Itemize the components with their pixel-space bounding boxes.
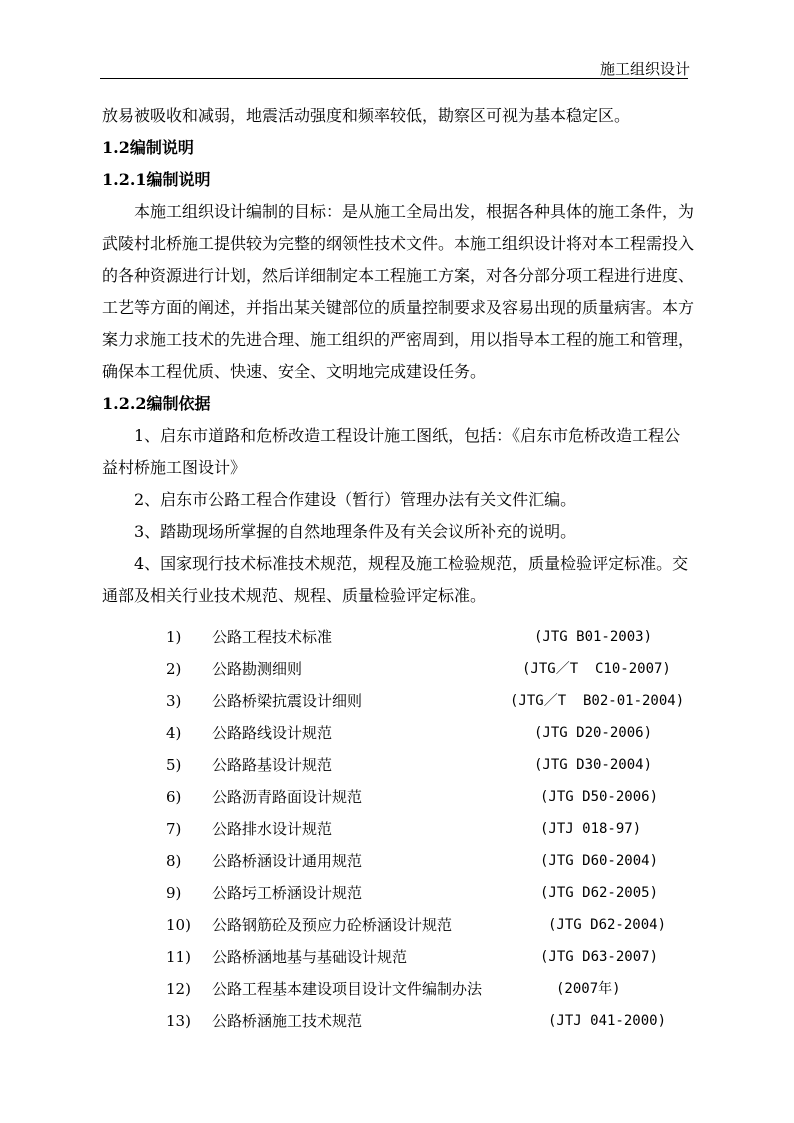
basis-item-3: 3、踏勘现场所掌握的自然地理条件及有关会议所补充的说明。 <box>134 522 577 541</box>
reference-code: (JTG D62-2005) <box>540 885 659 901</box>
section-heading-1-2-2: 1.2.2编制依据 <box>102 394 211 413</box>
document-body <box>102 100 695 1037</box>
reference-number: 8) <box>166 852 182 870</box>
reference-item <box>102 813 692 845</box>
reference-name: 公路桥涵地基与基础设计规范 <box>212 948 408 966</box>
reference-number: 7) <box>166 820 182 838</box>
paragraph-line: 确保本工程优质、快速、安全、文明地完成建设任务。 <box>102 362 487 381</box>
paragraph-line: 案力求施工技术的先进合理、施工组织的严密周到，用以指导本工程的施工和管理， <box>102 330 695 349</box>
reference-item <box>102 781 692 813</box>
reference-item <box>102 845 692 877</box>
reference-item <box>102 909 692 941</box>
reference-code: (JTJ 041-2000) <box>548 1013 667 1029</box>
reference-code: (JTJ 018-97) <box>540 821 642 837</box>
paragraph-line: 武陵村北桥施工提供较为完整的纲领性技术文件。本施工组织设计将对本工程需投入 <box>102 234 695 253</box>
reference-name: 公路桥涵施工技术规范 <box>212 1012 363 1030</box>
reference-number: 5) <box>166 756 182 774</box>
reference-code: (JTG B01-2003) <box>534 629 653 645</box>
reference-code: (JTG D63-2007) <box>540 949 659 965</box>
reference-code: (JTG D30-2004) <box>534 757 653 773</box>
reference-number: 10) <box>166 916 191 934</box>
reference-name: 公路路线设计规范 <box>212 724 333 742</box>
basis-item-1: 1、启东市道路和危桥改造工程设计施工图纸，包括：《启东市危桥改造工程公 <box>134 426 681 445</box>
reference-code: (JTG D20-2006) <box>534 725 653 741</box>
reference-item <box>102 941 692 973</box>
reference-code: (JTG／T B02-01-2004) <box>510 693 685 709</box>
reference-item <box>102 685 692 717</box>
intro-line: 放易被吸收和减弱，地震活动强度和频率较低，勘察区可视为基本稳定区。 <box>102 106 631 125</box>
reference-name: 公路工程基本建设项目设计文件编制办法 <box>212 980 483 998</box>
reference-name: 公路桥梁抗震设计细则 <box>212 692 363 710</box>
reference-code: (2007年) <box>556 981 621 997</box>
reference-name: 公路钢筋砼及预应力砼桥涵设计规范 <box>212 916 453 934</box>
reference-code: (JTG D50-2006) <box>540 789 659 805</box>
page-header-title: 施工组织设计 <box>600 60 691 78</box>
paragraph-line: 本施工组织设计编制的目标：是从施工全局出发，根据各种具体的施工条件，为 <box>134 202 695 221</box>
reference-list <box>102 621 692 1037</box>
reference-number: 12) <box>166 980 191 998</box>
paragraph-line: 工艺等方面的阐述，并指出某关键部位的质量控制要求及容易出现的质量病害。本方 <box>102 298 695 317</box>
reference-name: 公路排水设计规范 <box>212 820 333 838</box>
reference-name: 公路路基设计规范 <box>212 756 333 774</box>
reference-name: 公路桥涵设计通用规范 <box>212 852 363 870</box>
reference-code: (JTG D60-2004) <box>540 853 659 869</box>
reference-number: 13) <box>166 1012 191 1030</box>
basis-item-4: 4、国家现行技术标准技术规范，规程及施工检验规范，质量检验评定标准。交 <box>134 554 689 573</box>
reference-item <box>102 877 692 909</box>
reference-number: 3) <box>166 692 182 710</box>
reference-item <box>102 653 692 685</box>
basis-item-2: 2、启东市公路工程合作建设（暂行）管理办法有关文件汇编。 <box>134 490 577 509</box>
section-heading-1-2: 1.2编制说明 <box>102 138 194 157</box>
reference-name: 公路勘测细则 <box>212 660 303 678</box>
reference-number: 2) <box>166 660 182 678</box>
reference-name: 公路圬工桥涵设计规范 <box>212 884 363 902</box>
reference-item <box>102 621 692 653</box>
reference-number: 6) <box>166 788 182 806</box>
basis-item-4-cont: 通部及相关行业技术规范、规程、质量检验评定标准。 <box>102 586 487 605</box>
reference-item <box>102 717 692 749</box>
reference-number: 9) <box>166 884 182 902</box>
header-divider <box>100 78 688 79</box>
reference-item <box>102 749 692 781</box>
paragraph-line: 的各种资源进行计划，然后详细制定本工程施工方案，对各分部分项工程进行进度、 <box>102 266 695 285</box>
basis-item-1-cont: 益村桥施工图设计》 <box>102 458 247 477</box>
reference-number: 11) <box>166 948 191 966</box>
reference-code: (JTG D62-2004) <box>548 917 667 933</box>
reference-name: 公路沥青路面设计规范 <box>212 788 363 806</box>
reference-code: (JTG／T C10-2007) <box>522 661 671 677</box>
reference-item <box>102 973 692 1005</box>
reference-name: 公路工程技术标准 <box>212 628 333 646</box>
reference-number: 4) <box>166 724 182 742</box>
section-heading-1-2-1: 1.2.1编制说明 <box>102 170 211 189</box>
reference-number: 1) <box>166 628 182 646</box>
reference-item <box>102 1005 692 1037</box>
